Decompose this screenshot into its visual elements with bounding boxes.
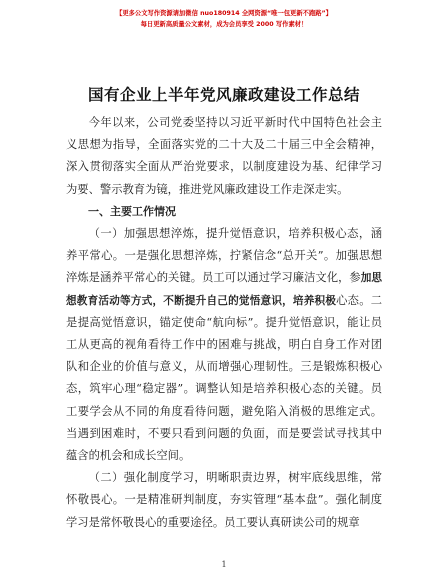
document-title: 国有企业上半年党风廉政建设工作总结 [87, 85, 360, 104]
promo-banner-line-2: 每日更新高质量公文素材，成为会员享受 2000 写作素材！ [140, 21, 308, 28]
intro-paragraph: 今年以来，公司党委坚持以习近平新时代中国特色社会主义思想为指导，全面落实党的二十大及二十届三中全会精神，深入贯彻落实全面从严治党要求，以制度建设为基、纪律学习为要、警示教育为镜，推进党风廉政建设工作走深走实。 [66, 116, 382, 196]
promo-banner-line-1: 【更多公文写作资源请加微信 nuo180914 全网资源“唯一包更新不跑路”】 [116, 10, 332, 17]
paragraph-1 [66, 223, 382, 467]
paragraph-1-text-a: （一）加强思想淬炼，提升觉悟意识，培养积极心态，涵养平常心。一是强化思想淬炼，拧紧信念“总开关”。加强思想淬炼是涵养平常心的关键。员工可以通过学习廉洁文化，参 [66, 227, 382, 285]
document-body [66, 112, 382, 534]
section-heading: 一、主要工作情况 [88, 204, 176, 218]
paragraph-2: （二）强化制度学习，明晰职责边界，树牢底线思维，常怀敬畏心。一是精准研判制度，夯实管理“基本盘”。强化制度学习是常怀敬畏心的重要途径。员工要认真研读公司的规章 [66, 471, 382, 529]
paragraph-1-text-b: 心态。二是提高觉悟意识，锚定使命“航向标”。提升觉悟意识，能让员工从更高的视角看待工作中的困难与挑战，明白自身工作对团队和企业的价值与意义，从而增强心理韧性。三是锻炼积极心态，筑牢心理“稳定器”。调整认知是培养积极心态的关键。员工要学会从不同的角度看待问题，避免陷入消极的思维定式。当遇到困难时，不要只看到问题的负面，而是要尝试寻找其中蕴含的机会和成长空间。 [66, 293, 382, 463]
page-number: 1 [221, 560, 227, 569]
paragraph-1-bold-text: 加思想教育活动等方式，不断提升自己的觉悟意识，培养积极 [66, 272, 382, 307]
